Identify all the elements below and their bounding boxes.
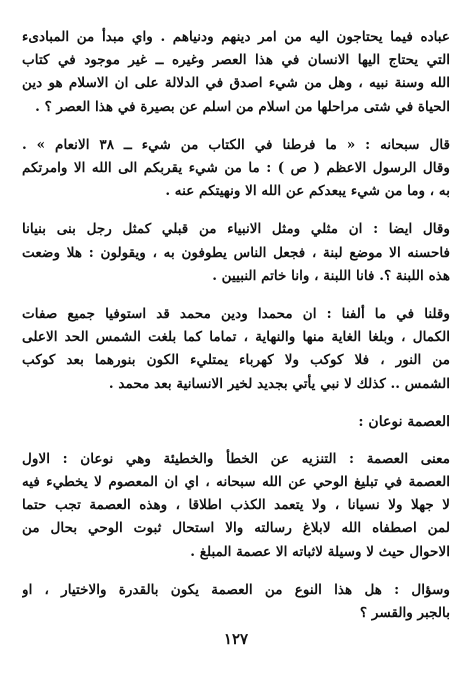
text-line: قال سبحانه : « ما فرطنا في الكتاب من شيء ــ ٣٨ الانعام » .: [22, 136, 450, 153]
paragraph: [22, 134, 450, 204]
page-number: ١٢٧: [223, 630, 249, 648]
text-line: هذه اللبنة ؟. فانا اللبنة ، وانا خاتم النبيين .: [212, 267, 450, 284]
page-body: [22, 26, 450, 640]
text-line: وقال الرسول الاعظم ( ص ) : ما من شيء يقربكم الى الله الا وامرتكم: [22, 160, 450, 177]
text-line: من النور ، فلا كوكب ولا كهرباء يمتليء الكون بنورهما بعد كوكب: [22, 352, 450, 369]
text-line: وقلنا في ما ألفنا : ان محمدا ودين محمد قد استوفيا جميع صفات: [22, 306, 450, 323]
text-line: عباده فيما يحتاجون اليه من امر دينهم ودنياهم . واي مبدأ من المبادىء: [22, 29, 450, 45]
text-block-top: [22, 26, 450, 396]
text-line: لا جهلا ولا نسيانا ، ولا يتعمد الكذب اطلاقا ، وهذه العصمة تجب حتما: [22, 497, 450, 514]
paragraph: [22, 26, 450, 119]
text-line: الشمس .. كذلك لا نبي يأتي بجديد لخير الانسانية بعد محمد .: [108, 375, 450, 392]
text-line: العصمة في تبليغ الوحي عن الله سبحانه ، اي ان المعصوم لا يخطيء فيه: [22, 474, 450, 491]
text-line: التي يحتاج اليها الانسان في هذا العصر وغيره ــ غير موجود في كتاب: [22, 52, 450, 69]
text-line: وقال ايضا : ان مثلي ومثل الانبياء من قبلي كمثل رجل بنى بنيانا: [22, 221, 450, 238]
paragraph: [22, 448, 450, 564]
paragraph: [22, 303, 450, 396]
text-line: معنى العصمة : التنزيه عن الخطأ والخطيئة وهي نوعان : الاول: [22, 450, 450, 467]
text-line: وسؤال : هل هذا النوع من العصمة يكون بالقدرة والاختيار ، او: [22, 581, 450, 598]
section-heading: العصمة نوعان :: [358, 413, 450, 430]
text-line: به ، وما من شيء يبعدكم عن الله الا ونهيتكم عنه .: [165, 183, 450, 200]
text-line: بالجبر والقسر ؟: [359, 605, 450, 622]
text-line: الكمال ، وبلغا الغاية منها والنهاية ، تماما كما بلغت الشمس الحد الاعلى: [22, 329, 450, 346]
text-line: الحياة في شتى مراحلها من اسلام من اسلم عن بصيرة في هذا العصر ؟ .: [35, 98, 450, 115]
text-block-bottom: [22, 448, 450, 625]
paragraph: [22, 218, 450, 288]
text-line: لمن اصطفاه الله لابلاغ رسالته والا استحال ثبوت الوحي بحال من: [22, 520, 450, 537]
text-line: الله وسنة نبيه ، وهل من شيء اصدق في الدلالة على ان الاسلام هو دين: [22, 75, 450, 92]
text-line: فاحسنه الا موضع لبنة ، فجعل الناس يطوفون به ، ويقولون : هلا وضعت: [22, 244, 450, 261]
text-line: الاحوال حيث لا وسيلة لاثباته الا عصمة المبلغ .: [190, 543, 450, 560]
paragraph: [22, 579, 450, 625]
